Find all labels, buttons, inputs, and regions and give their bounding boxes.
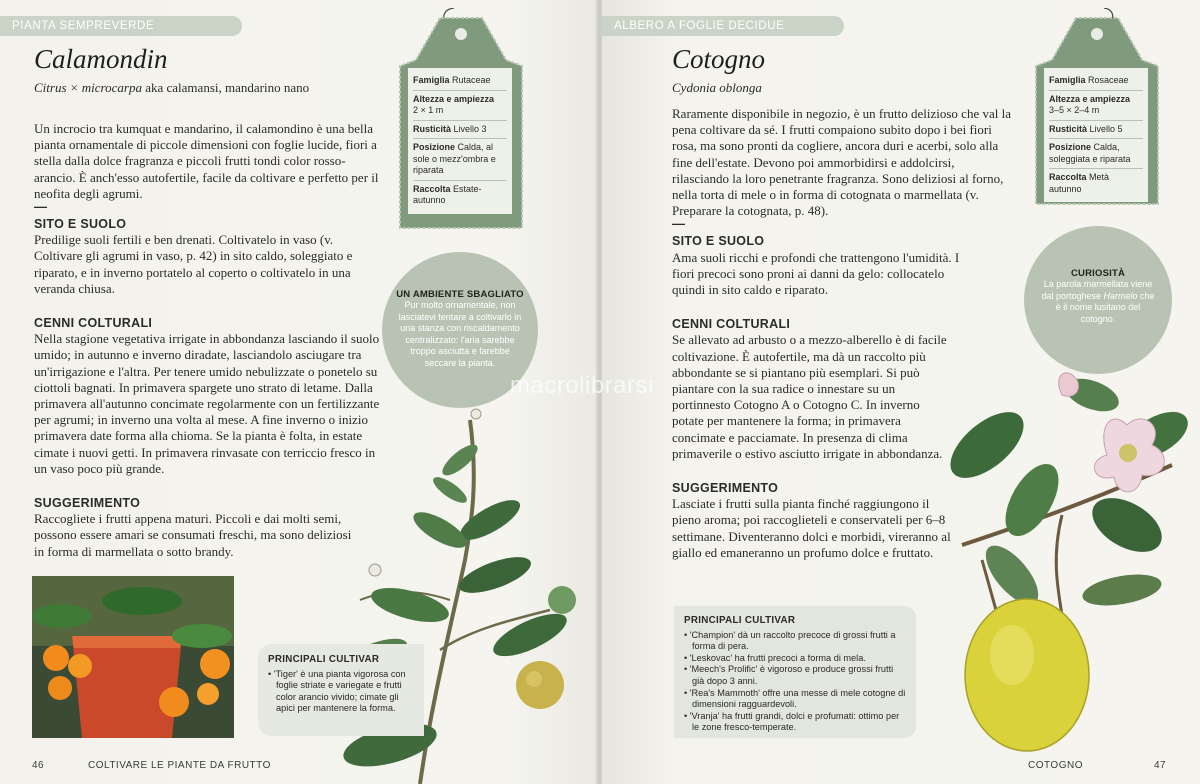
curiosity-circle (1024, 226, 1172, 374)
section-heading: CENNI COLTURALI (34, 316, 153, 331)
cultivar-item: • 'Rea's Mammoth' offre una messe di mele cotogne di dimensioni ragguardevoli. (684, 687, 906, 710)
cultivars-title: PRINCIPALI CULTIVAR (684, 615, 796, 626)
intro-text: Un incrocio tra kumquat e mandarino, il calamondino è una bella pianta ornamentale di piccole dimensioni con foglie lucide, fiori a stella dalla dolce fragranza e piccoli frutti tondi color rosso-arancio. È anch'esso autofertile, facile da coltivare e perfetto per il neofita degli agrumi. (34, 121, 379, 201)
tag-details: Famiglia Rutaceae Altezza e ampiezza 2 × 1 m Rusticità Livello 3 Posizione Calda, al sole o mezz'ombra e riparata Raccolta Estate-autunno (408, 68, 512, 214)
section-text: Se allevato ad arbusto o a mezzo-alberello è di facile coltivazione. È autofertile, ma dà un raccolto più abbondante se si piantano più esemplari. Si può piantare con la sua radice o innestare su un portinnesto Cotogno A o Cotogno C. In inverno potate per mantenere la forma; in primavera concimate e pacciamate. In presenza di clima primaverile o estivo asciutto irrigate in abbondanza. (672, 332, 947, 461)
running-footer: COTOGNO (1028, 760, 1083, 771)
section-heading: SUGGERIMENTO (34, 496, 141, 511)
cultivars-box (258, 644, 424, 736)
cultivar-item: • 'Champion' dà un raccolto precoce di grossi frutti a forma di pera. (684, 629, 896, 652)
page-title: Cotogno (672, 44, 766, 74)
watermark: macrolibrarsi (510, 372, 654, 399)
section-text: Ama suoli ricchi e profondi che trattengono l'umidità. I fiori precoci sono proni ai danni da gelo: collocatelo quindi in sito caldo e riparato. (672, 249, 960, 298)
cultivar-item: • 'Vranja' ha frutti grandi, dolci e profumati: ottimo per le zone fresco-temperate. (684, 710, 900, 733)
plant-info-tag (396, 8, 526, 226)
section-heading: SITO E SUOLO (672, 234, 765, 249)
section-text: Nella stagione vegetativa irrigate in abbondanza lasciando il suolo umido; in autunno e inverno diradate, lasciandolo asciugare tra un'irrigazione e l'altra. Per tenere umido nebulizzate o ponetelo su ciottoli bagnati. In primavera spargete uno strato di letame. Dalla primavera all'autunno concimate regolarmente con un fertilizzante per agrumi; in inverno una volta al mese. A fine inverno o inizio primavera date forma alla chioma. Se la pianta è folta, in estate cimate i nuovi getti. In primavera rinvasate con terriccio fresco in un vaso poco più grande. (34, 331, 380, 476)
intro-text: Raramente disponibile in negozio, è un frutto delizioso che val la pena coltivare da sé. I frutti compaiono subito dopo i bei fiori rosa, ma sono pronti da cogliere, ancora duri e acerbi, solo alla fine dell'estate. Devono poi ammorbidirsi e addolcirsi, rilasciando la loro penetrante fragranza. Sono deliziosi al forno, nella torta di mele o in forma di cotognata o marmellata (v. Preparare la cotognata, p. 48). (672, 106, 1011, 219)
section-text: Predilige suoli fertili e ben drenati. Coltivatelo in vaso (v. Coltivare gli agrumi in vaso, p. 42) in sito caldo, soleggiato e riparato, e in inverno portatelo al coperto o coltivatelo in una veranda chiusa. (34, 232, 353, 296)
circle-title: CURIOSITÀ (1070, 268, 1126, 279)
section-divider: — (672, 216, 685, 232)
running-footer: COLTIVARE LE PIANTE DA FRUTTO (88, 760, 271, 771)
tag-details: Famiglia Rosaceae Altezza e ampiezza 3–5 × 2–4 m Rusticità Livello 5 Posizione Calda, soleggiata e riparata Raccolta Metà autunno (1044, 68, 1148, 202)
cultivar-item: • 'Leskovac' ha frutti precoci a forma di mela. (684, 652, 866, 663)
cultivars-box (674, 606, 916, 738)
section-text: Raccogliete i frutti appena maturi. Piccoli e dai molti semi, possono essere amari se consumati freschi, ma sono deliziosi in forma di marmellata o sotto brandy. (34, 511, 352, 559)
section-heading: SITO E SUOLO (34, 217, 127, 232)
latin-name: Citrus × microcarpa aka calamansi, mandarino nano (34, 80, 310, 95)
category-tab: ALBERO A FOGLIE DECIDUE (602, 16, 844, 36)
page-number: 47 (1154, 760, 1167, 771)
section-text: Lasciate i frutti sulla pianta finché raggiungono il pieno aroma; poi raccoglieteli e conservateli per 6–8 settimane. Diventeranno dolci e morbidi, vireranno al giallo ed emaneranno un profumo dolce e fruttato. (672, 496, 951, 560)
circle-text: La parola marmellata viene dal portoghese Harmelo che è il nome lusitano del cotogno. (1041, 279, 1155, 324)
page-number: 46 (32, 760, 45, 771)
cultivar-item: • 'Meech's Prolific' è vigoroso e produce grossi frutti già dopo 3 anni. (684, 664, 894, 686)
cultivar-item: • 'Tiger' è una pianta vigorosa con foglie striate e variegate e frutti color arancio vivido; cimate gli apici per mantenere la forma. (268, 668, 406, 714)
section-heading: CENNI COLTURALI (672, 317, 791, 332)
page-title: Calamondin (34, 44, 168, 74)
plant-info-tag (1032, 8, 1162, 226)
right-page (602, 0, 1200, 784)
circle-title: UN AMBIENTE SBAGLIATO (396, 289, 524, 300)
section-divider: — (34, 199, 47, 215)
section-heading: SUGGERIMENTO (672, 481, 779, 496)
category-tab: PIANTA SEMPREVERDE (0, 16, 242, 36)
left-page (0, 0, 598, 784)
circle-text: Pur molto ornamentale, non lasciatevi tentare a coltivarlo in una stanza con riscaldamento centralizzato: l'aria sarebbe troppo asciutta e farebbe seccare la pianta. (398, 300, 522, 368)
cultivars-title: PRINCIPALI CULTIVAR (268, 654, 380, 665)
latin-name: Cydonia oblonga (672, 80, 762, 95)
calamondin-photo (32, 576, 234, 738)
quince-illustration (942, 355, 1200, 755)
